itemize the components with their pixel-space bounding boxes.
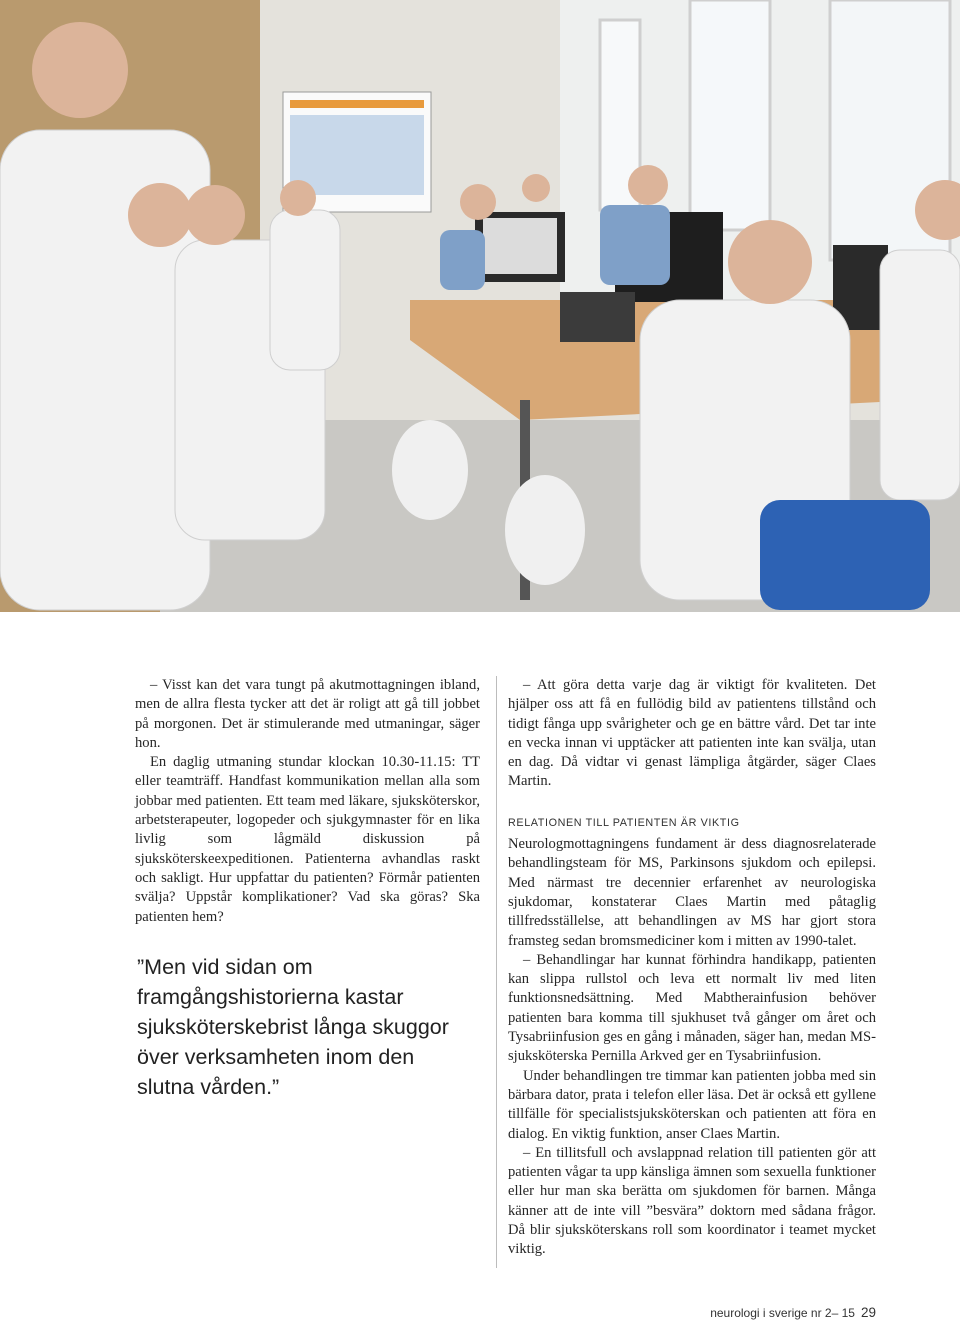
paragraph: Under behandlingen tre timmar kan patienten jobba med sin bärbara dator, prata i telefon eller läsa. Det är också ett gyllene tillfälle för specialistsjuksköterskan och patienten att föra en dialog. En viktig funktion, anser Claes Martin. (508, 1067, 876, 1142)
column-divider (496, 676, 497, 1268)
paragraph: – En tillitsfull och avslappnad relation till patienten gör att patienten vågar ta upp känsliga ämnen som sexuella funktioner eller hur man ska berätta om sjukdomen för barnen. Många känner att de inte vill ”besvära” doktorn med sådana frågor. Då blir sjuksköterskans roll som koordinator i teamet mycket viktig. (508, 1144, 876, 1258)
paragraph: Neurologmottagningens fundament är dess diagnosrelaterade behandlingsteam för MS, Parkinsons sjukdom och epilepsi. Med närmast tre decennier erfarenhet av neurologiska sjukdomar, konstaterar Claes Martin med påtaglig tillfredsställelse, att behandlingen av MS har gjort stora framsteg sedan bromsmediciner kom i mitten av 1990-talet. (508, 836, 876, 949)
left-column (135, 676, 480, 927)
publication-name: neurologi i sverige nr 2– 15 (710, 1306, 855, 1320)
paragraph: – Behandlingar har kunnat förhindra handikapp, patienten kan slippa rullstol och leva ett normalt liv med liten funktionsnedsättning. Med Mabtherainfusion behöver patienten bara komma till sjukhuset två gånger om året och Tysabriinfusion ges en gång i månaden, säger han, medan MS-sjuksköterska Pernilla Arkved ger en Tysabriinfusion. (508, 951, 876, 1065)
photo-nurses-meeting-icon (0, 0, 960, 612)
page-footer (710, 1305, 876, 1320)
right-column (508, 676, 876, 1260)
paragraph: – Visst kan det vara tungt på akutmottagningen ibland, men de allra flesta tycker att det är roligt att gå till jobbet på morgonen. Det är stimulerande med utmaningar, säger hon. (135, 677, 480, 751)
article-photo (0, 0, 960, 612)
page-number: 29 (860, 1305, 876, 1320)
pull-quote: ”Men vid sidan om framgångshistorierna kastar sjuksköterskebrist långa skuggor över verksamheten inom den slutna vården.” (137, 955, 449, 1099)
paragraph: – Att göra detta varje dag är viktigt för kvaliteten. Det hjälper oss att få en fullödig bild av patientens tillstånd och tidigt fånga upp svårigheter och ge en bättre vård. Det tar inte en vecka innan vi upptäcker att patienten inte kan svälja, utan en dag. Då vidtar vi genast lämpliga åtgärder, säger Claes Martin. (508, 677, 876, 790)
paragraph: En daglig utmaning stundar klockan 10.30-11.15: TT eller teamträff. Handfast kommunikation mellan alla som jobbar med patienten. Ett team med läkare, sjuksköterskor, arbetsterapeuter, logopeder och sjukgymnaster för en lika livlig som lågmäld diskussion på sjuksköterskeexpeditionen. Patienterna avhandlas raskt och sakligt. Hur uppfattar du patienten? Förmår patienten svälja? Uppstår komplikationer? Vad ska göras? Ska patienten hem? (135, 754, 480, 925)
section-heading: RELATIONEN TILL PATIENTEN ÄR VIKTIG (508, 816, 740, 829)
